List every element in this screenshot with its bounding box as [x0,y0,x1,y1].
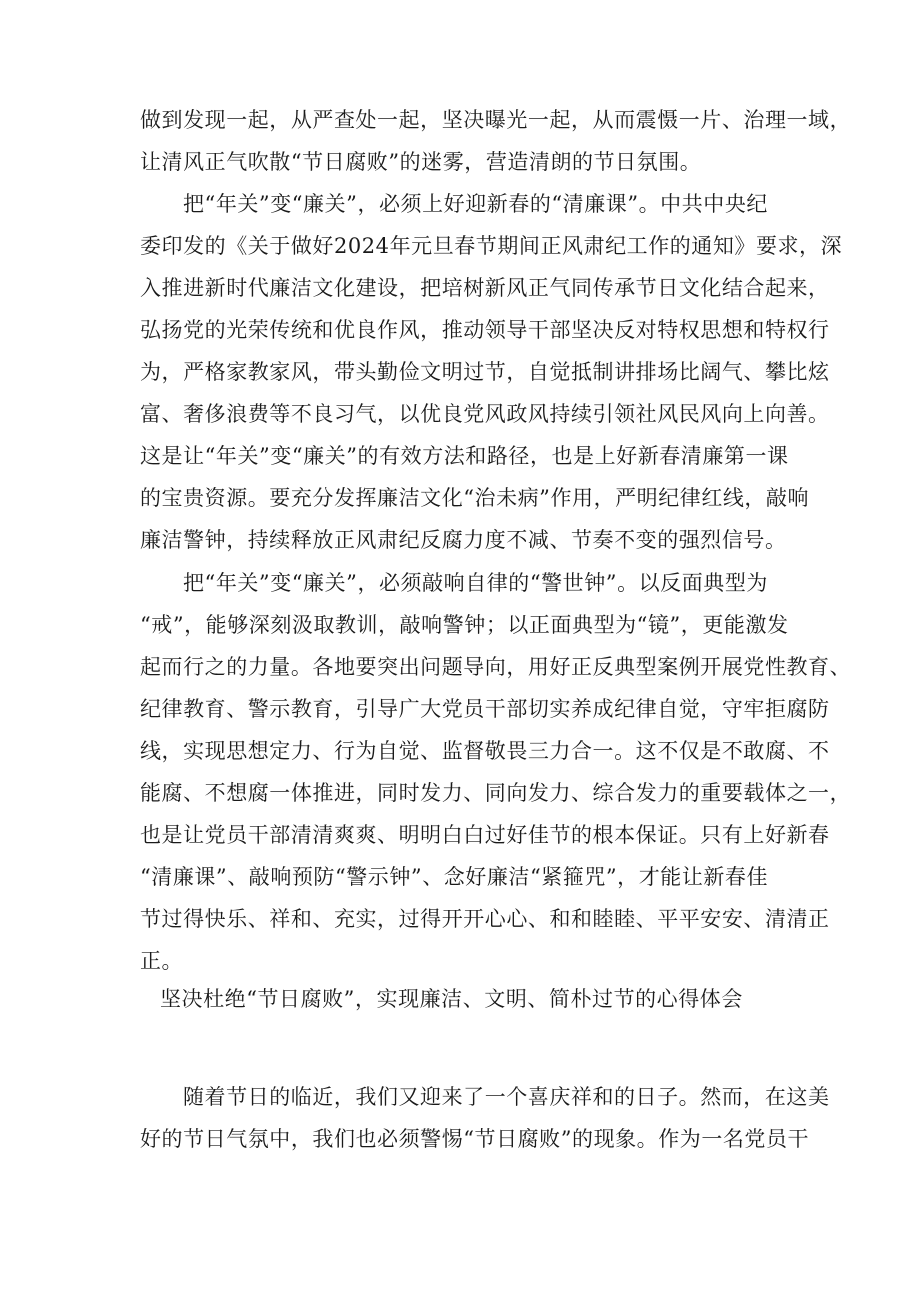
text-line: 线，实现思想定力、行为自觉、监督敬畏三力合一。这不仅是不敢腐、不 [140,739,830,763]
text-line: 随着节日的临近，我们又迎来了一个喜庆祥和的日子。然而，在这美 [183,1085,830,1109]
text-line: 也是让党员干部清清爽爽、明明白白过好佳节的根本保证。只有上好新春 [140,823,830,847]
text-line: 正。 [140,949,184,973]
text-line: 为，严格家教家风，带头勤俭文明过节，自觉抵制讲排场比阔气、攀比炫 [140,360,830,384]
text-line: 这是让“年关”变“廉关”的有效方法和路径，也是上好新春清廉第一课 [140,444,789,468]
text-line: 廉洁警钟，持续释放正风肃纪反腐力度不减、节奏不变的强烈信号。 [140,528,787,552]
text-line: 节过得快乐、祥和、充实，过得开开心心、和和睦睦、平平安安、清清正 [140,907,830,931]
text-line: 委印发的《关于做好2024年元旦春节期间正风肃纪工作的通知》要求，深 [140,234,843,258]
text-line: “清廉课”、敲响预防“警示钟”、念好廉洁“紧箍咒”，才能让新春佳 [140,865,769,889]
text-line: 弘扬党的光荣传统和优良作风，推动领导干部坚决反对特权思想和特权行 [140,318,830,342]
text-line: 的宝贵资源。要充分发挥廉洁文化“治未病”作用，严明纪律红线，敲响 [140,486,810,510]
text-line: 起而行之的力量。各地要突出问题导向，用好正反典型案例开展党性教育、 [140,655,852,679]
text-line: 做到发现一起，从严查处一起，坚决曝光一起，从而震慑一片、治理一域， [140,108,852,132]
text-line: 入推进新时代廉洁文化建设，把培树新风正气同传承节日文化结合起来， [140,276,830,300]
text-line: 纪律教育、警示教育，引导广大党员干部切实养成纪律自觉，守牢拒腐防 [140,697,830,721]
text-line: 好的节日气氛中，我们也必须警惕“节日腐败”的现象。作为一名党员干 [140,1127,810,1151]
text-line: “戒”，能够深刻汲取教训，敲响警钟；以正面典型为“镜”，更能激发 [140,613,789,637]
section-heading: 坚决杜绝“节日腐败”，实现廉洁、文明、简朴过节的心得体会 [160,987,743,1011]
text-line: 把“年关”变“廉关”，必须敲响自律的“警世钟”。以反面典型为 [183,571,768,595]
text-line: 能腐、不想腐一体推进，同时发力、同向发力、综合发力的重要载体之一， [140,781,852,805]
text-line: 让清风正气吹散“节日腐败”的迷雾，营造清朗的节日氛围。 [140,150,702,174]
text-line: 富、奢侈浪费等不良习气，以优良党风政风持续引领社风民风向上向善。 [140,402,830,426]
text-line: 把“年关”变“廉关”，必须上好迎新春的“清廉课”。中共中央纪 [183,192,768,216]
